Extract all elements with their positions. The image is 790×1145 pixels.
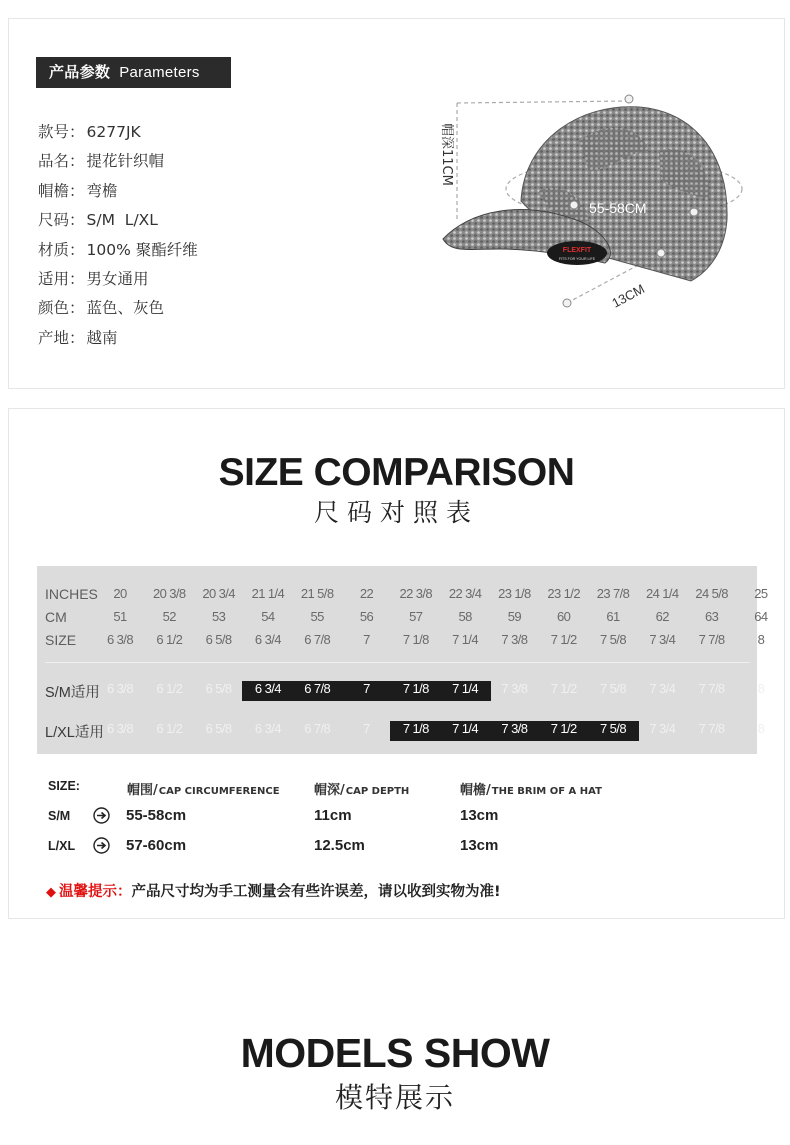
table-cell: 7 5/8	[600, 721, 626, 736]
table-cell: 7 1/2	[550, 632, 577, 647]
spec-header-en: THE BRIM OF A HAT	[491, 786, 602, 797]
table-cell: 24 1/4	[646, 586, 679, 601]
parameter-key: 产地：	[38, 328, 85, 347]
spec-header-depth	[314, 779, 409, 798]
cm-row	[37, 609, 768, 629]
table-cell: 7 1/8	[402, 721, 429, 736]
tip-label: 温馨提示：	[59, 884, 132, 900]
table-cell: 22 3/8	[399, 586, 433, 601]
parameter-key: 适用：	[38, 269, 85, 288]
spec-circumference-value: 55-58cm	[126, 807, 187, 824]
models-show-subtitle: 模特展示	[334, 1081, 455, 1114]
size-comparison-subtitle: 尺码对照表	[313, 498, 479, 527]
table-cell: 21 5/8	[300, 586, 334, 601]
parameter-item	[38, 267, 198, 296]
table-cell: 6 3/4	[254, 721, 281, 736]
parameters-panel	[8, 18, 785, 389]
spec-size-label: SIZE:	[48, 779, 80, 793]
inches-row	[37, 586, 768, 606]
table-cell: 6 5/8	[205, 721, 232, 736]
parameter-value: 蓝色、灰色	[86, 299, 165, 318]
parameter-key: 品名：	[38, 152, 85, 171]
table-cell: 52	[162, 609, 176, 624]
spec-brim-value: 13cm	[460, 837, 499, 854]
spec-circumference-value: 57-60cm	[126, 837, 187, 854]
spec-header-brim	[460, 779, 602, 798]
table-cell: 6 1/2	[156, 681, 183, 696]
spec-row-size: L/XL	[48, 839, 76, 853]
table-cell: 6 3/8	[107, 721, 133, 736]
table-divider	[45, 662, 750, 663]
table-cell: 7 3/4	[649, 632, 676, 647]
parameter-value: 100% 聚酯纤维	[86, 240, 198, 259]
table-cell: 7 3/8	[501, 632, 528, 647]
measurement-tip	[46, 880, 501, 901]
parameter-key: 款号：	[38, 123, 85, 141]
table-cell: 6 1/2	[156, 632, 183, 647]
table-cell: 6 3/8	[107, 632, 133, 647]
parameter-item	[38, 120, 198, 149]
sm-fit-row	[37, 681, 765, 701]
table-cell: 25	[754, 586, 768, 601]
arrow-right-icon	[93, 837, 110, 854]
table-cell: 20 3/4	[202, 586, 235, 601]
lxl-fit-row-label: L/XL适用	[45, 725, 104, 741]
table-cell: 20 3/8	[153, 586, 186, 601]
table-cell: 55	[310, 609, 324, 624]
table-cell: 6 7/8	[304, 632, 331, 647]
spec-header-cn: 帽檐/	[460, 783, 491, 798]
parameter-value: 越南	[86, 328, 118, 347]
table-cell: 57	[409, 609, 423, 624]
table-cell: 64	[754, 609, 768, 624]
table-cell: 58	[458, 609, 472, 624]
table-cell: 56	[359, 609, 374, 624]
parameter-value: S/M L/XL	[86, 211, 158, 230]
table-cell: 6 7/8	[304, 721, 331, 736]
size-table	[37, 566, 768, 754]
table-cell: 59	[507, 609, 522, 624]
table-cell: 20	[113, 586, 127, 601]
parameter-key: 颜色：	[38, 299, 85, 318]
table-cell: 6 3/4	[254, 681, 281, 696]
table-cell: 6 7/8	[304, 681, 331, 696]
table-cell: 7	[363, 721, 370, 736]
table-cell: 53	[211, 609, 226, 624]
table-cell: 7 3/4	[649, 721, 676, 736]
models-show-title: MODELS SHOW	[240, 1030, 550, 1076]
spec-row-size: S/M	[48, 809, 71, 823]
table-cell: 23 1/8	[498, 586, 531, 601]
table-cell: 7	[363, 681, 370, 696]
parameter-item	[38, 238, 198, 267]
spec-brim-value: 13cm	[460, 807, 499, 824]
table-cell: 7 1/4	[452, 681, 479, 696]
table-cell: 6 3/4	[254, 632, 281, 647]
sm-fit-row-label: S/M适用	[45, 685, 100, 701]
table-cell: 8	[757, 681, 765, 696]
table-cell: 6 1/2	[156, 721, 183, 736]
cap-brim-label: 13CM	[609, 281, 648, 311]
spec-header-cn: 帽围/	[127, 783, 158, 798]
table-cell: 8	[757, 632, 765, 647]
table-cell: 7 3/8	[501, 681, 528, 696]
parameter-item	[38, 296, 198, 325]
parameter-value: 6277JK	[86, 123, 141, 141]
table-cell: 62	[655, 609, 669, 624]
table-cell: 6 5/8	[205, 632, 232, 647]
diamond-icon: ◆	[46, 885, 56, 900]
parameters-tag-cn: 产品参数	[49, 63, 111, 81]
table-cell: 60	[557, 609, 571, 624]
table-cell: 7	[363, 632, 370, 647]
size-comparison-title: SIZE COMPARISON	[218, 451, 575, 494]
table-cell: 61	[606, 609, 620, 624]
parameter-list	[38, 120, 198, 355]
spec-depth-value: 11cm	[314, 807, 352, 824]
table-cell: 7 3/4	[649, 681, 676, 696]
parameter-item	[38, 208, 198, 237]
lxl-fit-row	[37, 721, 765, 741]
parameters-tag	[36, 57, 231, 88]
parameter-key: 帽檐：	[38, 181, 85, 200]
table-cell: 23 7/8	[596, 586, 630, 601]
table-cell: 7 5/8	[600, 632, 626, 647]
table-cell: 21 1/4	[251, 586, 285, 601]
cap-logo-text: FLEXFIT	[562, 247, 592, 254]
table-cell: 63	[704, 609, 719, 624]
cap-product-image	[429, 81, 759, 321]
spec-header-en: CAP CIRCUMFERENCE	[158, 786, 280, 797]
spec-depth-value: 12.5cm	[314, 837, 365, 854]
table-cell: 7 5/8	[600, 681, 626, 696]
cap-circumference-label: 55-58CM	[589, 200, 647, 216]
table-cell: 51	[113, 609, 127, 624]
table-cell: 7 1/2	[550, 721, 577, 736]
table-cell: 7 1/2	[550, 681, 577, 696]
table-cell: 22 3/4	[448, 586, 482, 601]
parameter-item	[38, 149, 198, 178]
table-cell: 54	[261, 609, 275, 624]
table-cell: 7 7/8	[698, 721, 725, 736]
parameter-value: 男女通用	[86, 269, 149, 288]
spec-header-en: CAP DEPTH	[345, 786, 410, 797]
table-cell: 6 5/8	[205, 681, 232, 696]
parameter-value: 弯檐	[86, 181, 118, 200]
table-cell: 7 3/8	[501, 721, 528, 736]
parameter-item	[38, 179, 198, 208]
table-cell: 24 5/8	[695, 586, 728, 601]
table-cell: 7 7/8	[698, 681, 725, 696]
table-cell: 6 3/8	[107, 681, 133, 696]
table-cell: 7 1/8	[402, 681, 429, 696]
table-cell: 7 1/8	[402, 632, 429, 647]
parameter-item	[38, 326, 198, 355]
table-cell: 7 1/4	[452, 721, 479, 736]
cap-logo-tagline: FITS FOR YOUR LIFE	[558, 257, 596, 261]
parameter-value: 提花针织帽	[86, 152, 165, 171]
inches-row-label: INCHES	[45, 586, 98, 602]
parameter-key: 尺码：	[38, 211, 85, 230]
spec-header-cn: 帽深/	[314, 783, 345, 798]
tip-text: 产品尺寸均为手工测量会有些许误差，请以收到实物为准!	[131, 884, 501, 900]
parameters-tag-en: Parameters	[119, 64, 200, 81]
cap-depth-label: 帽深11CM	[439, 123, 454, 186]
size-row-label: SIZE	[45, 632, 77, 648]
table-cell: 7 1/4	[452, 632, 479, 647]
spec-header-circumference	[127, 779, 280, 798]
table-cell: 23 1/2	[547, 586, 580, 601]
cm-row-label: CM	[45, 609, 67, 625]
table-cell: 22	[359, 586, 374, 601]
size-comparison-panel	[8, 408, 785, 919]
table-cell: 7 7/8	[698, 632, 725, 647]
arrow-right-icon	[93, 807, 110, 824]
table-cell: 8	[757, 721, 765, 736]
size-row	[37, 632, 765, 652]
parameter-key: 材质：	[38, 240, 85, 259]
